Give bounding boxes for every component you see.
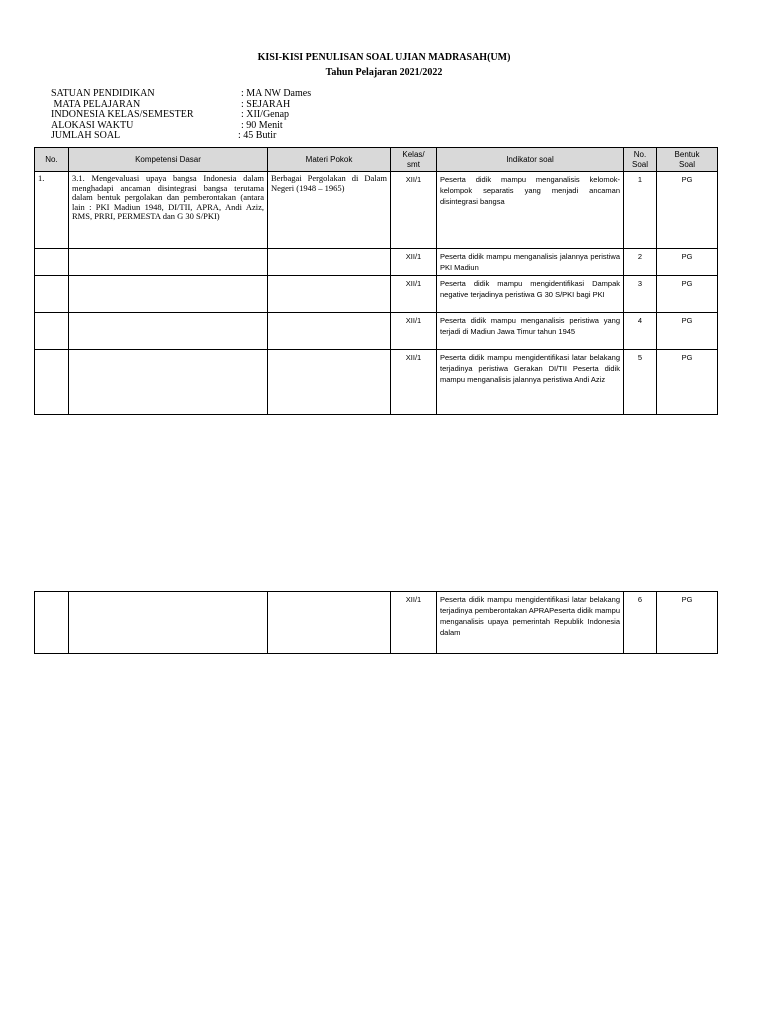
header-bentuk-line1: Bentuk xyxy=(674,149,700,159)
cell-indikator: Peserta didik mampu mengidentifikasi latar belakang terjadinya peristiwa Gerakan DI/TII Peserta didik mampu menganalisis jalannya peristiwa Andi Aziz xyxy=(437,350,624,415)
cell-no: 1. xyxy=(35,172,69,249)
cell-bentuk-soal: PG xyxy=(657,172,718,249)
table-header-row xyxy=(35,148,718,172)
cell-no xyxy=(35,350,69,415)
header-nosoal-line1: No. xyxy=(633,149,647,159)
cell-bentuk-soal: PG xyxy=(657,350,718,415)
meta-value: : SEJARAH xyxy=(241,98,291,110)
header-kompetensi-dasar: Kompetensi Dasar xyxy=(69,148,268,172)
table-row xyxy=(35,592,718,654)
cell-kompetensi-dasar xyxy=(69,276,268,313)
cell-indikator: Peserta didik mampu mengidentifikasi Dampak negative terjadinya peristiwa G 30 S/PKI bagi PKI xyxy=(437,276,624,313)
cell-kelas: XII/1 xyxy=(391,172,437,249)
header-indikator-soal: Indikator soal xyxy=(437,148,624,172)
cell-materi-pokok xyxy=(268,592,391,654)
meta-key: MATA PELAJARAN xyxy=(51,98,141,110)
cell-materi-pokok xyxy=(268,276,391,313)
header-kelas-line1: Kelas/ xyxy=(402,149,425,159)
cell-kompetensi-dasar xyxy=(69,313,268,350)
header-bentuk-soal xyxy=(657,148,718,172)
cell-materi-pokok xyxy=(268,350,391,415)
cell-no xyxy=(35,592,69,654)
cell-kelas: XII/1 xyxy=(391,592,437,654)
cell-kelas: XII/1 xyxy=(391,249,437,276)
table-row xyxy=(35,276,718,313)
cell-indikator: Peserta didik mampu menganalisis jalannya peristiwa PKI Madiun xyxy=(437,249,624,276)
meta-key: JUMLAH SOAL xyxy=(51,130,121,141)
cell-bentuk-soal: PG xyxy=(657,249,718,276)
cell-no xyxy=(35,249,69,276)
table-row xyxy=(35,249,718,276)
header-kelas-smt xyxy=(391,148,437,172)
cell-no xyxy=(35,276,69,313)
header-kelas-line2: smt xyxy=(407,159,420,169)
cell-indikator: Peserta didik mampu menganalisis peristiwa yang terjadi di Madiun Jawa Timur tahun 1945 xyxy=(437,313,624,350)
cell-indikator: Peserta didik mampu mengidentifikasi latar belakang terjadinya pemberontakan APRAPeserta didik mampu menganalisis upaya pemerintah Republik Indonesia dalam xyxy=(437,592,624,654)
header-nosoal-line2: Soal xyxy=(631,159,648,169)
cell-materi-pokok xyxy=(268,313,391,350)
cell-kompetensi-dasar xyxy=(69,350,268,415)
meta-row xyxy=(51,89,311,100)
cell-no-soal: 5 xyxy=(624,350,657,415)
cell-no-soal: 2 xyxy=(624,249,657,276)
cell-no-soal: 6 xyxy=(624,592,657,654)
meta-key: INDONESIA KELAS/SEMESTER xyxy=(51,109,194,120)
meta-key: ALOKASI WAKTU xyxy=(51,119,134,131)
header-no: No. xyxy=(35,148,69,172)
meta-value: : 90 Menit xyxy=(241,119,283,131)
cell-kelas: XII/1 xyxy=(391,313,437,350)
cell-kelas: XII/1 xyxy=(391,276,437,313)
cell-kompetensi-dasar: 3.1. Mengevaluasi upaya bangsa Indonesia dalam menghadapi ancaman disintegrasi bangsa terutama dalam bentuk pergolakan dan pemberontakan (antara lain : PKI Madiun 1948, DI/TII, APRA, Andi Aziz, RMS, PRRI, PERMESTA dan G 30 S/PKI) xyxy=(69,172,268,249)
cell-no-soal: 1 xyxy=(624,172,657,249)
kisi-table xyxy=(34,147,718,415)
document-title: KISI-KISI PENULISAN SOAL UJIAN MADRASAH(UM) xyxy=(257,52,511,63)
cell-bentuk-soal: PG xyxy=(657,276,718,313)
cell-kelas: XII/1 xyxy=(391,350,437,415)
header-materi-pokok: Materi Pokok xyxy=(268,148,391,172)
kisi-table-continued xyxy=(34,591,718,654)
cell-materi-pokok: Berbagai Pergolakan di Dalam Negeri (1948 – 1965) xyxy=(268,172,391,249)
cell-no-soal: 3 xyxy=(624,276,657,313)
cell-indikator: Peserta didik mampu menganalisis kelomok-kelompok separatis yang menjadi ancaman disintegrasi bangsa xyxy=(437,172,624,249)
header-no-soal xyxy=(624,148,657,172)
table-row xyxy=(35,350,718,415)
cell-materi-pokok xyxy=(268,249,391,276)
cell-kompetensi-dasar xyxy=(69,249,268,276)
meta-key: SATUAN PENDIDIKAN xyxy=(51,88,155,99)
table-row xyxy=(35,313,718,350)
cell-kompetensi-dasar xyxy=(69,592,268,654)
meta-value: : XII/Genap xyxy=(241,109,290,120)
cell-no xyxy=(35,313,69,350)
document-subtitle: Tahun Pelajaran 2021/2022 xyxy=(325,67,443,78)
cell-bentuk-soal: PG xyxy=(657,313,718,350)
cell-bentuk-soal: PG xyxy=(657,592,718,654)
meta-row xyxy=(51,131,311,142)
meta-value: : MA NW Dames xyxy=(241,88,312,99)
meta-value: : 45 Butir xyxy=(238,130,277,141)
header-bentuk-line2: Soal xyxy=(678,159,695,169)
table-row xyxy=(35,172,718,249)
cell-no-soal: 4 xyxy=(624,313,657,350)
meta-row xyxy=(51,110,311,121)
meta-block xyxy=(51,89,311,142)
